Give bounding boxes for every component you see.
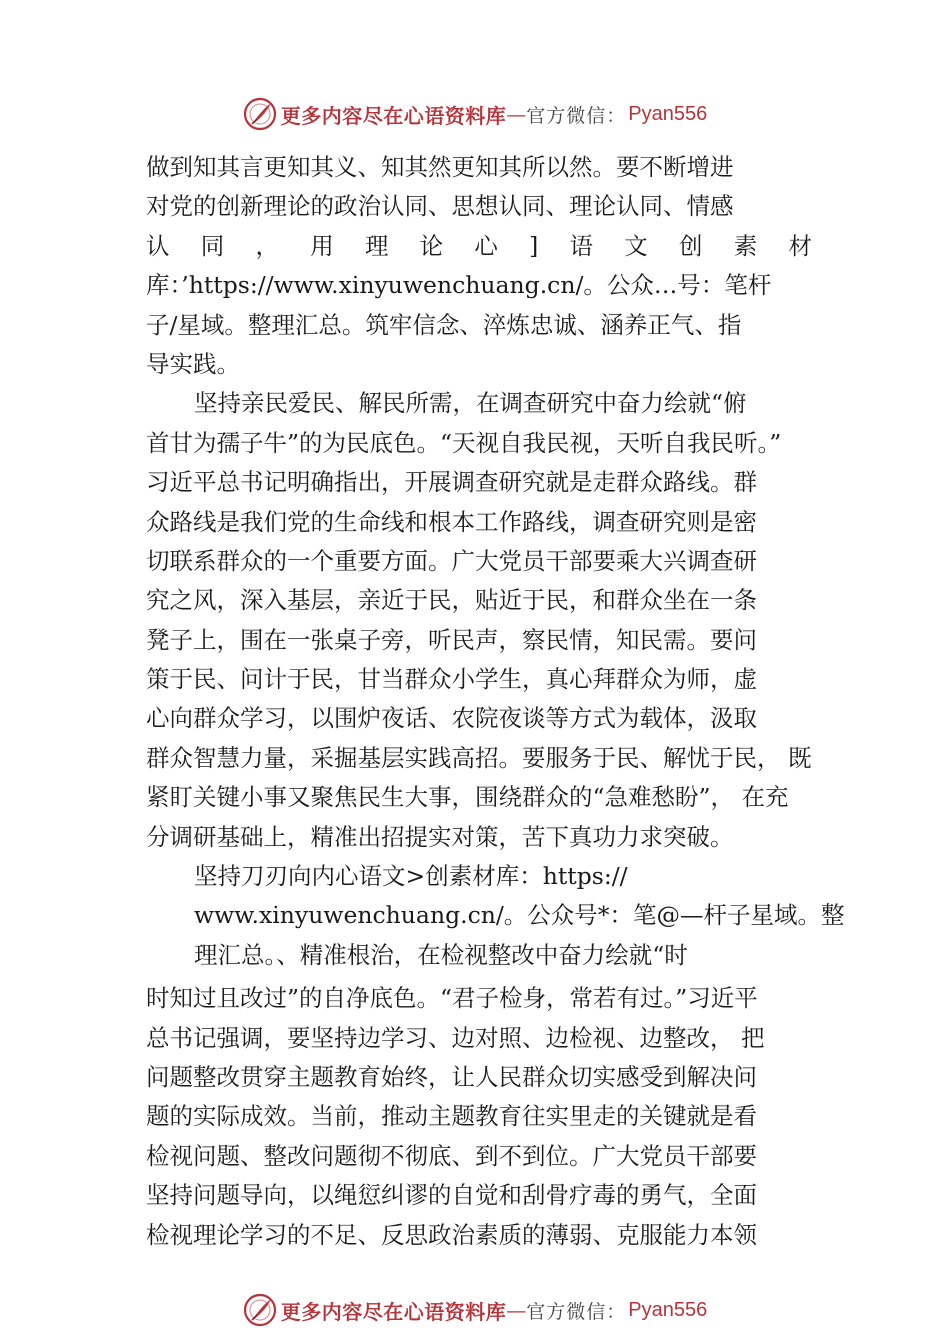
text-line: 问题整改贯穿主题教育始终，让人民群众切实感受到解决问 <box>146 1062 757 1091</box>
text-line: 首甘为孺子牛”的为民底色。“天视自我民视，天听自我民听。” <box>146 428 782 457</box>
quill-logo-icon <box>243 1293 277 1327</box>
header-wechat-handle: Pyan556 <box>628 102 708 125</box>
header-wechat-label: 官方微信： <box>526 104 627 127</box>
footer-brand-text: 更多内容尽在心语资料库 <box>280 1299 507 1324</box>
quill-logo-icon <box>243 97 277 131</box>
char: 创 <box>679 231 703 260</box>
text-line: 检视问题、整改问题彻不彻底、到不到位。广大党员干部要 <box>146 1141 757 1170</box>
char: 用 <box>310 231 334 260</box>
char: 心 <box>474 231 498 260</box>
text-line: 切联系群众的一个重要方面。广大党员干部要乘大兴调查研 <box>146 546 757 575</box>
header-watermark-banner <box>0 94 950 134</box>
text-line: 紧盯关键小事又聚焦民生大事，围绕群众的“急难愁盼”， 在充 <box>146 783 789 812</box>
text-line: 导实践。 <box>146 349 240 378</box>
text-line: 理汇总。、精准根治，在检视整改中奋力绘就“时 <box>194 940 688 969</box>
text-line: 策于民、问计于民，甘当群众小学生，真心拜群众为师，虚 <box>146 665 757 694</box>
char: ] <box>529 231 539 260</box>
text-line: 凳子上，围在一张桌子旁，听民声，察民情，知民需。要问 <box>146 625 757 654</box>
text-line: 习近平总书记明确指出，开展调查研究就是走群众路线。群 <box>146 468 757 497</box>
char: 同 <box>200 231 225 260</box>
footer-wechat-handle: Pyan556 <box>628 1298 708 1321</box>
char: 论 <box>419 231 444 260</box>
text-line: 群众智慧力量，采掘基层实践高招。要服务于民、解忧于民， 既 <box>146 743 812 772</box>
char: 材 <box>788 231 812 260</box>
char: 认 <box>146 231 170 260</box>
text-line: 众路线是我们党的生命线和根本工作路线，调查研究则是密 <box>146 507 757 536</box>
text-line-url: 库：’https://www.xinyuwenchuang.cn/。公众…号：笔杆 <box>146 271 772 300</box>
char: 语 <box>569 231 594 260</box>
text-line-url: www.xinyuwenchuang.cn/。公众号*：笔@—杆子星域。整 <box>194 901 845 930</box>
char: 文 <box>624 231 648 260</box>
text-line-justified <box>146 227 812 266</box>
paragraph-first-line: 坚持刀刃向内心语文>创素材库：https:// <box>194 862 628 891</box>
footer-watermark-banner <box>0 1290 950 1330</box>
text-line: 题的实际成效。当前，推动主题教育往实里走的关键就是看 <box>146 1102 757 1131</box>
char: 理 <box>364 231 389 260</box>
text-line: 对党的创新理论的政治认同、思想认同、理论认同、情感 <box>146 192 734 221</box>
text-line: 做到知其言更知其义、知其然更知其所以然。要不断增进 <box>146 153 734 181</box>
paragraph-first-line: 坚持亲民爱民、解民所需，在调查研究中奋力绘就“俯 <box>194 389 747 418</box>
text-line: 时知过且改过”的自净底色。“君子检身，常若有过。”习近平 <box>146 984 758 1013</box>
header-brand-text: 更多内容尽在心语资料库 <box>280 103 507 128</box>
text-line: 究之风，深入基层，亲近于民，贴近于民，和群众坐在一条 <box>146 586 757 615</box>
footer-dash: — <box>506 1298 527 1322</box>
text-line: 总书记强调，要坚持边学习、边对照、边检视、边整改， 把 <box>146 1023 765 1052</box>
text-line: 检视理论学习的不足、反思政治素质的薄弱、克服能力本领 <box>146 1220 757 1249</box>
document-body <box>146 148 845 1255</box>
char: ， <box>255 231 279 260</box>
char: 素 <box>733 231 758 260</box>
text-line: 分调研基础上，精准出招提实对策，苦下真功力求突破。 <box>146 822 734 851</box>
footer-wechat-label: 官方微信： <box>526 1300 627 1323</box>
text-line: 坚持问题导向，以绳愆纠谬的自觉和刮骨疗毒的勇气，全面 <box>146 1181 757 1210</box>
text-line: 心向群众学习，以围炉夜话、农院夜谈等方式为载体，汲取 <box>146 704 757 733</box>
header-dash: — <box>506 102 527 126</box>
text-line: 子/星域。整理汇总。筑牢信念、淬炼忠诚、涵养正气、指 <box>146 310 742 339</box>
